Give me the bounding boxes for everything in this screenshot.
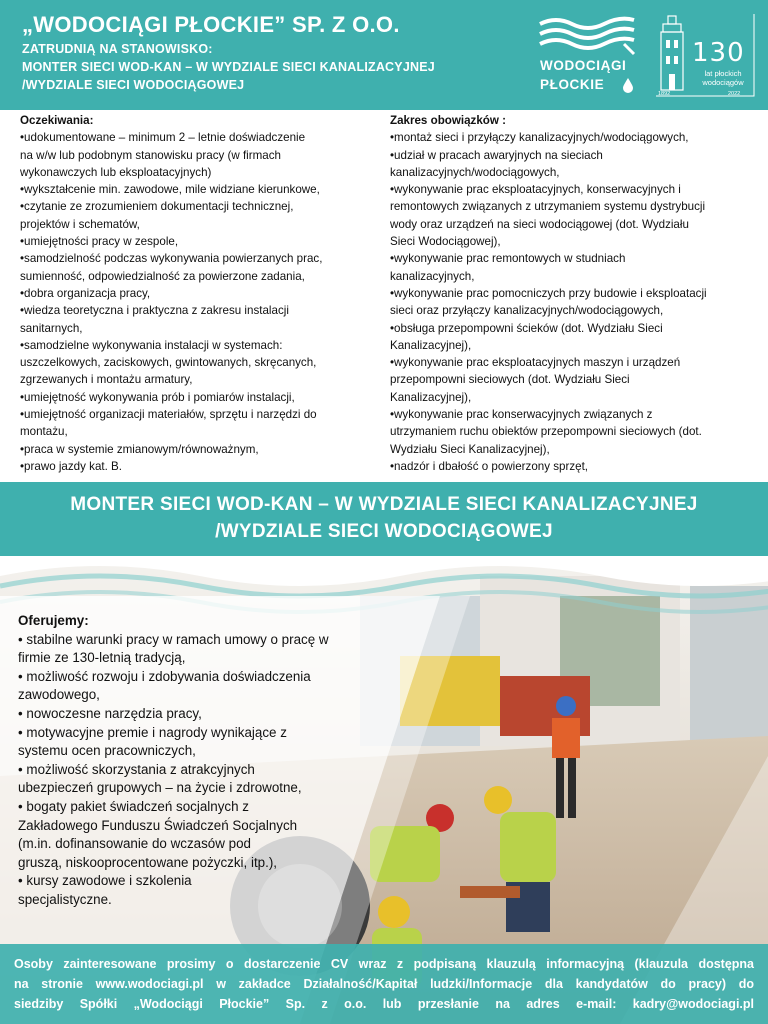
anniversary-caption <box>690 70 756 87</box>
offer-line: • motywacyjne premie i nagrody wynikające z <box>18 724 287 740</box>
offer-list <box>18 631 370 910</box>
anniversary-badge <box>654 12 756 100</box>
expectations-line: wykonawczych lub eksploatacyjnych) <box>20 165 212 179</box>
company-name: „WODOCIĄGI PŁOCKIE” SP. Z O.O. <box>22 12 400 37</box>
expectations-line: •umiejętność organizacji materiałów, sprzętu i narzędzi do <box>20 408 317 422</box>
expectations-line: uszczelkowych, zaciskowych, gwintowanych, skręcanych, <box>20 356 317 370</box>
position-banner <box>0 482 768 556</box>
duties-title: Zakres obowiązków : <box>390 114 506 127</box>
duties-line: kanalizacyjnych/wodociągowych, <box>390 165 560 179</box>
expectations-line: sumienność, odpowiedzialność za powierzone zadania, <box>20 269 305 283</box>
offer-line: firmie ze 130-letnią tradycją, <box>18 650 186 666</box>
offer-line: • kursy zawodowe i szkolenia <box>18 873 192 889</box>
header-subtitle <box>22 40 542 94</box>
anniversary-year-end: 2022 <box>728 91 741 97</box>
wave-logo-icon <box>536 14 636 58</box>
duties-line: Wydziału Sieci Kanalizacyjnej), <box>390 442 550 456</box>
duties-line: •wykonywanie prac pomocniczych przy budowie i eksploatacji <box>390 286 707 300</box>
offer-line: (m.in. dofinansowanie do wczasów pod <box>18 836 251 852</box>
expectations-line: na w/w lub podobnym stanowisku pracy (w firmach <box>20 148 281 162</box>
footer-line-3: siedziby Spółki „Wodociągi Płockie” Sp. z o.o. lub przesłanie na adres e-mail: kadry@wodociagi.pl <box>14 997 754 1011</box>
expectations-line: •umiejętności pracy w zespole, <box>20 235 179 249</box>
duties-section <box>390 112 760 475</box>
expectations-line: •samodzielne wykonywania instalacji w systemach: <box>20 338 283 352</box>
duties-line: •wykonywanie prac remontowych w studniach <box>390 252 626 266</box>
duties-line: wody oraz urządzeń na sieci wodociągowej (dot. Wydziału <box>390 217 689 231</box>
expectations-list <box>20 129 378 475</box>
duties-line: Sieci Wodociągowej), <box>390 235 501 249</box>
application-instructions <box>0 944 768 1024</box>
offer-line: specjalistyczne. <box>18 891 112 907</box>
offer-line: zawodowego, <box>18 687 100 703</box>
logo-word-1: WODOCIĄGI <box>540 58 627 73</box>
logo-word-2: PŁOCKIE <box>540 77 605 92</box>
anniversary-year-start: 1892 <box>658 91 671 97</box>
offer-line: • stabilne warunki pracy w ramach umowy o pracę w <box>18 631 329 647</box>
expectations-line: projektów i schematów, <box>20 217 140 231</box>
banner-line-1: MONTER SIECI WOD-KAN – W WYDZIALE SIECI KANALIZACYJNEJ <box>70 494 698 515</box>
expectations-line: •czytanie ze zrozumieniem dokumentacji technicznej, <box>20 200 294 214</box>
header-line-position: MONTER SIECI WOD-KAN – W WYDZIALE SIECI KANALIZACYJNEJ <box>22 60 435 74</box>
footer-line-2: na stronie www.wodociagi.pl w zakładce Działalność/Kapitał ludzki/Informacje dla kandydatów do pracy) do <box>14 977 754 991</box>
duties-line: remontowych związanych z utrzymaniem systemu dystrybucji <box>390 200 706 214</box>
anniversary-caption-line2: wodociągów <box>702 77 744 87</box>
offer-title: Oferujemy: <box>18 613 89 628</box>
duties-line: •wykonywanie prac eksploatacyjnych maszyn i urządzeń <box>390 356 681 370</box>
duties-line: •udział w pracach awaryjnych na sieciach <box>390 148 603 162</box>
expectations-line: •dobra organizacja pracy, <box>20 286 151 300</box>
duties-line: •wykonywanie prac konserwacyjnych związanych z <box>390 408 653 422</box>
offer-line: • możliwość skorzystania z atrakcyjnych <box>18 761 255 777</box>
offer-line: • możliwość rozwoju i zdobywania doświadczenia <box>18 668 311 684</box>
expectations-line: •praca w systemie zmianowym/równoważnym, <box>20 442 259 456</box>
duties-line: •obsługa przepompowni ścieków (dot. Wydziału Sieci <box>390 321 663 335</box>
anniversary-caption-line1: lat płockich <box>704 69 742 78</box>
footer-line-1: Osoby zainteresowane prosimy o dostarczenie CV wraz z podpisaną klauzulą informacyjną (klauzula dostępna <box>14 957 754 971</box>
duties-line: Kanalizacyjnej), <box>390 390 472 404</box>
header-line-department: /WYDZIALE SIECI WODOCIĄGOWEJ <box>22 78 245 92</box>
expectations-line: •wiedza teoretyczna i praktyczna z zakresu instalacji <box>20 304 289 318</box>
banner-line-2: /WYDZIALE SIECI WODOCIĄGOWEJ <box>215 521 553 542</box>
expectations-line: montażu, <box>20 425 68 439</box>
duties-line: kanalizacyjnych, <box>390 269 475 283</box>
expectations-line: •umiejętność wykonywania prób i pomiarów instalacji, <box>20 390 295 404</box>
expectations-line: •wykształcenie min. zawodowe, mile widziane kierunkowe, <box>20 183 320 197</box>
duties-line: •montaż sieci i przyłączy kanalizacyjnych/wodociągowych, <box>390 131 689 145</box>
duties-line: •nadzór i dbałość o powierzony sprzęt, <box>390 459 589 473</box>
duties-line: przepompowni sieciowych (dot. Wydziału Sieci <box>390 373 630 387</box>
offer-line: ubezpieczeń grupowych – na życie i zdrowotne, <box>18 780 302 796</box>
offer-line: • nowoczesne narzędzia pracy, <box>18 705 202 721</box>
company-logo <box>536 14 636 98</box>
header-bar <box>0 0 768 110</box>
expectations-title: Oczekiwania: <box>20 114 94 127</box>
duties-line: sieci oraz przyłączy kanalizacyjnych/wodociągowych, <box>390 304 664 318</box>
duties-list <box>390 129 760 475</box>
water-drop-icon <box>622 77 634 93</box>
expectations-line: •udokumentowane – minimum 2 – letnie doświadczenie <box>20 131 306 145</box>
anniversary-number: 130 <box>692 38 745 68</box>
expectations-line: sanitarnych, <box>20 321 83 335</box>
expectations-line: zgrzewanych i montażu armatury, <box>20 373 193 387</box>
expectations-line: •prawo jazdy kat. B. <box>20 459 123 473</box>
expectations-line: •samodzielność podczas wykonywania powierzanych prac, <box>20 252 323 266</box>
duties-line: •wykonywanie prac eksploatacyjnych, konserwacyjnych i <box>390 183 681 197</box>
duties-line: Kanalizacyjnej), <box>390 338 472 352</box>
expectations-section <box>20 112 378 475</box>
offer-line: Zakładowego Funduszu Świadczeń Socjalnych <box>18 817 298 833</box>
offer-line: gruszą, niskooprocentowane pożyczki, itp.), <box>18 854 278 870</box>
duties-line: utrzymaniem ruchu obiektów przepompowni sieciowych (dot. <box>390 425 702 439</box>
offer-line: systemu ocen pracowniczych, <box>18 743 196 759</box>
offer-section <box>18 612 370 910</box>
header-line-hiring: ZATRUDNIĄ NA STANOWISKO: <box>22 42 213 56</box>
offer-line: • bogaty pakiet świadczeń socjalnych z <box>18 798 249 814</box>
